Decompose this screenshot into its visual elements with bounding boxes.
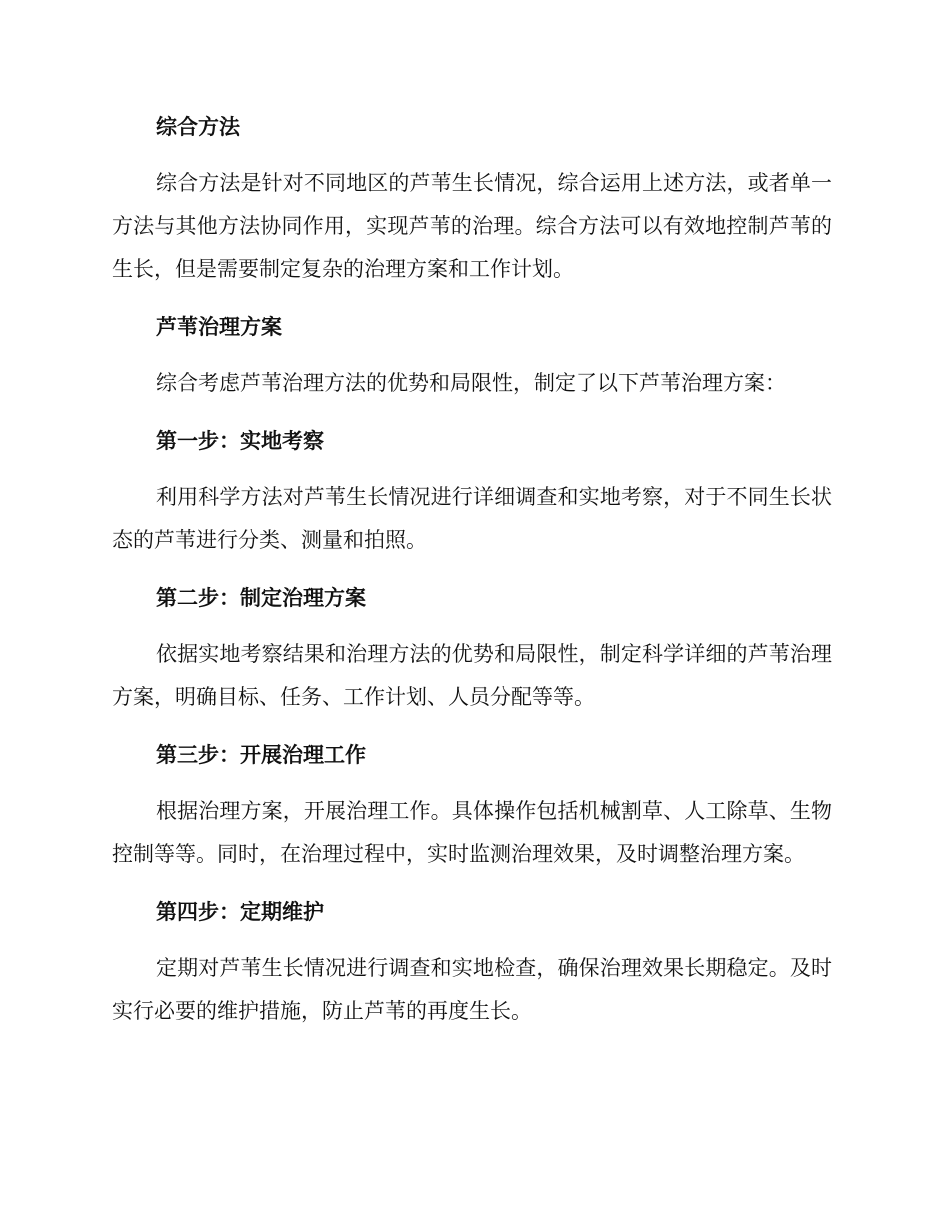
section-heading-step-1: 第一步：实地考察 <box>156 428 324 453</box>
section-paragraph-step-3: 根据治理方案，开展治理工作。具体操作包括机械割草、人工除草、生物控制等等。同时，在治理过程中，实时监测治理效果，及时调整治理方案。 <box>112 799 832 866</box>
section-paragraph-step-2: 依据实地考察结果和治理方法的优势和局限性，制定科学详细的芦苇治理方案，明确目标、任务、工作计划、人员分配等等。 <box>112 642 832 709</box>
section-heading-step-2: 第二步：制定治理方案 <box>156 585 366 610</box>
section-paragraph-reed-plan: 综合考虑芦苇治理方法的优势和局限性，制定了以下芦苇治理方案： <box>156 371 786 395</box>
section-paragraph-step-1: 利用科学方法对芦苇生长情况进行详细调查和实地考察，对于不同生长状态的芦苇进行分类、测量和拍照。 <box>112 485 832 552</box>
section-heading-step-3: 第三步：开展治理工作 <box>156 742 366 767</box>
section-heading-integrated-method: 综合方法 <box>156 114 240 139</box>
section-paragraph-integrated-method: 综合方法是针对不同地区的芦苇生长情况，综合运用上述方法，或者单一方法与其他方法协同作用，实现芦苇的治理。综合方法可以有效地控制芦苇的生长，但是需要制定复杂的治理方案和工作计划。 <box>112 171 832 281</box>
document-page <box>112 108 832 1033</box>
section-paragraph-step-4: 定期对芦苇生长情况进行调查和实地检查，确保治理效果长期稳定。及时实行必要的维护措施，防止芦苇的再度生长。 <box>112 956 832 1023</box>
section-heading-reed-plan: 芦苇治理方案 <box>156 314 282 339</box>
section-heading-step-4: 第四步：定期维护 <box>156 899 324 924</box>
